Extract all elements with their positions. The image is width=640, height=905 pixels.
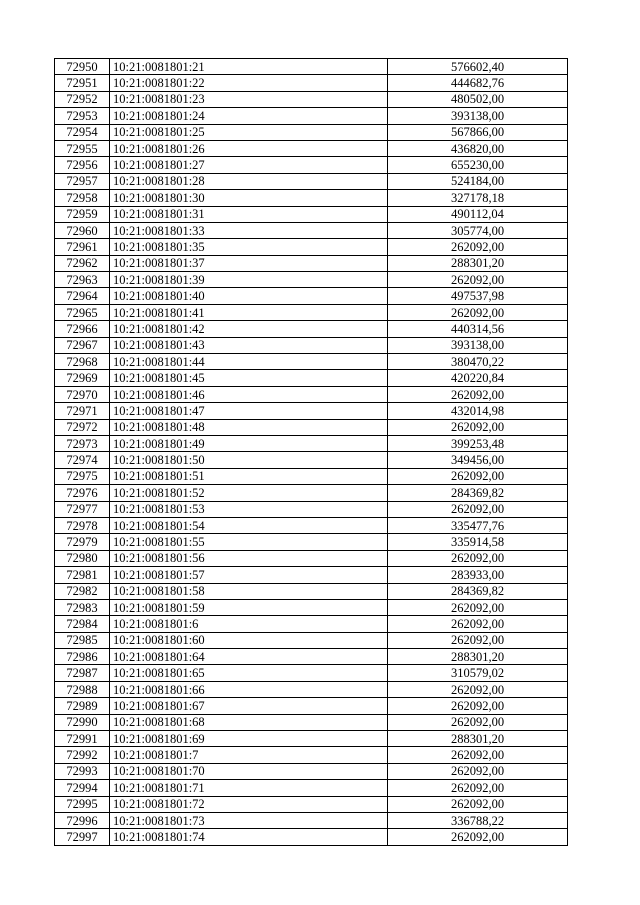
table-row (55, 681, 568, 697)
table-row (55, 616, 568, 632)
table-row (55, 403, 568, 419)
row-number-cell: 72956 (55, 157, 110, 173)
table-row (55, 173, 568, 189)
table-row (55, 108, 568, 124)
row-number-cell: 72955 (55, 140, 110, 156)
cadastral-number-cell: 10:21:0081801:37 (110, 255, 388, 271)
table-row (55, 550, 568, 566)
value-cell: 380470,22 (388, 354, 568, 370)
table-row (55, 452, 568, 468)
table-row (55, 288, 568, 304)
cadastral-number-cell: 10:21:0081801:44 (110, 354, 388, 370)
table-row (55, 419, 568, 435)
value-cell: 444682,76 (388, 75, 568, 91)
cadastral-number-cell: 10:21:0081801:47 (110, 403, 388, 419)
row-number-cell: 72994 (55, 780, 110, 796)
value-cell: 262092,00 (388, 829, 568, 845)
row-number-cell: 72981 (55, 567, 110, 583)
row-number-cell: 72980 (55, 550, 110, 566)
cadastral-number-cell: 10:21:0081801:70 (110, 763, 388, 779)
row-number-cell: 72962 (55, 255, 110, 271)
row-number-cell: 72952 (55, 91, 110, 107)
row-number-cell: 72960 (55, 222, 110, 238)
value-cell: 349456,00 (388, 452, 568, 468)
table-row (55, 583, 568, 599)
table-row (55, 386, 568, 402)
row-number-cell: 72959 (55, 206, 110, 222)
value-cell: 335477,76 (388, 517, 568, 533)
table-row (55, 321, 568, 337)
cadastral-number-cell: 10:21:0081801:68 (110, 714, 388, 730)
value-cell: 262092,00 (388, 763, 568, 779)
value-cell: 490112,04 (388, 206, 568, 222)
row-number-cell: 72969 (55, 370, 110, 386)
row-number-cell: 72996 (55, 812, 110, 828)
value-cell: 524184,00 (388, 173, 568, 189)
value-cell: 284369,82 (388, 583, 568, 599)
value-cell: 440314,56 (388, 321, 568, 337)
table-row (55, 829, 568, 845)
cadastral-number-cell: 10:21:0081801:69 (110, 731, 388, 747)
table-row (55, 59, 568, 75)
table-row (55, 649, 568, 665)
cadastral-number-cell: 10:21:0081801:26 (110, 140, 388, 156)
value-cell: 262092,00 (388, 599, 568, 615)
value-cell: 262092,00 (388, 780, 568, 796)
value-cell: 480502,00 (388, 91, 568, 107)
cadastral-number-cell: 10:21:0081801:72 (110, 796, 388, 812)
value-cell: 576602,40 (388, 59, 568, 75)
cadastral-number-cell: 10:21:0081801:53 (110, 501, 388, 517)
row-number-cell: 72986 (55, 649, 110, 665)
cadastral-number-cell: 10:21:0081801:30 (110, 190, 388, 206)
table-row (55, 698, 568, 714)
row-number-cell: 72982 (55, 583, 110, 599)
cadastral-number-cell: 10:21:0081801:43 (110, 337, 388, 353)
table-row (55, 140, 568, 156)
cadastral-number-cell: 10:21:0081801:71 (110, 780, 388, 796)
value-cell: 327178,18 (388, 190, 568, 206)
value-cell: 436820,00 (388, 140, 568, 156)
table-row (55, 534, 568, 550)
value-cell: 262092,00 (388, 386, 568, 402)
cadastral-number-cell: 10:21:0081801:48 (110, 419, 388, 435)
cadastral-number-cell: 10:21:0081801:35 (110, 239, 388, 255)
value-cell: 393138,00 (388, 337, 568, 353)
value-cell: 262092,00 (388, 616, 568, 632)
cadastral-number-cell: 10:21:0081801:46 (110, 386, 388, 402)
value-cell: 262092,00 (388, 747, 568, 763)
cadastral-number-cell: 10:21:0081801:50 (110, 452, 388, 468)
value-cell: 288301,20 (388, 255, 568, 271)
value-cell: 420220,84 (388, 370, 568, 386)
row-number-cell: 72967 (55, 337, 110, 353)
cadastral-number-cell: 10:21:0081801:59 (110, 599, 388, 615)
row-number-cell: 72972 (55, 419, 110, 435)
value-cell: 262092,00 (388, 419, 568, 435)
cadastral-number-cell: 10:21:0081801:55 (110, 534, 388, 550)
table-row (55, 91, 568, 107)
value-cell: 336788,22 (388, 812, 568, 828)
row-number-cell: 72966 (55, 321, 110, 337)
table-row (55, 599, 568, 615)
value-cell: 305774,00 (388, 222, 568, 238)
cadastral-number-cell: 10:21:0081801:33 (110, 222, 388, 238)
cadastral-number-cell: 10:21:0081801:25 (110, 124, 388, 140)
value-cell: 288301,20 (388, 649, 568, 665)
cadastral-number-cell: 10:21:0081801:73 (110, 812, 388, 828)
row-number-cell: 72983 (55, 599, 110, 615)
row-number-cell: 72968 (55, 354, 110, 370)
cadastral-value-table (54, 58, 568, 846)
table-row (55, 780, 568, 796)
cadastral-number-cell: 10:21:0081801:27 (110, 157, 388, 173)
cadastral-number-cell: 10:21:0081801:58 (110, 583, 388, 599)
row-number-cell: 72979 (55, 534, 110, 550)
value-cell: 262092,00 (388, 304, 568, 320)
cadastral-number-cell: 10:21:0081801:67 (110, 698, 388, 714)
value-cell: 497537,98 (388, 288, 568, 304)
cadastral-number-cell: 10:21:0081801:51 (110, 468, 388, 484)
table-row (55, 239, 568, 255)
value-cell: 262092,00 (388, 272, 568, 288)
row-number-cell: 72971 (55, 403, 110, 419)
table-row (55, 157, 568, 173)
table-row (55, 304, 568, 320)
row-number-cell: 72976 (55, 485, 110, 501)
table-row (55, 468, 568, 484)
row-number-cell: 72970 (55, 386, 110, 402)
cadastral-number-cell: 10:21:0081801:54 (110, 517, 388, 533)
row-number-cell: 72963 (55, 272, 110, 288)
row-number-cell: 72995 (55, 796, 110, 812)
cadastral-number-cell: 10:21:0081801:7 (110, 747, 388, 763)
row-number-cell: 72978 (55, 517, 110, 533)
cadastral-number-cell: 10:21:0081801:42 (110, 321, 388, 337)
row-number-cell: 72951 (55, 75, 110, 91)
value-cell: 262092,00 (388, 698, 568, 714)
cadastral-number-cell: 10:21:0081801:21 (110, 59, 388, 75)
cadastral-number-cell: 10:21:0081801:65 (110, 665, 388, 681)
row-number-cell: 72964 (55, 288, 110, 304)
table-row (55, 222, 568, 238)
value-cell: 262092,00 (388, 632, 568, 648)
cadastral-number-cell: 10:21:0081801:56 (110, 550, 388, 566)
value-cell: 262092,00 (388, 681, 568, 697)
cadastral-number-cell: 10:21:0081801:28 (110, 173, 388, 189)
table-row (55, 632, 568, 648)
cadastral-number-cell: 10:21:0081801:52 (110, 485, 388, 501)
value-cell: 288301,20 (388, 731, 568, 747)
cadastral-number-cell: 10:21:0081801:22 (110, 75, 388, 91)
table-row (55, 75, 568, 91)
row-number-cell: 72958 (55, 190, 110, 206)
row-number-cell: 72950 (55, 59, 110, 75)
cadastral-number-cell: 10:21:0081801:41 (110, 304, 388, 320)
row-number-cell: 72953 (55, 108, 110, 124)
value-cell: 262092,00 (388, 714, 568, 730)
value-cell: 310579,02 (388, 665, 568, 681)
row-number-cell: 72991 (55, 731, 110, 747)
table-row (55, 501, 568, 517)
cadastral-number-cell: 10:21:0081801:45 (110, 370, 388, 386)
row-number-cell: 72993 (55, 763, 110, 779)
table-row (55, 763, 568, 779)
value-cell: 283933,00 (388, 567, 568, 583)
cadastral-number-cell: 10:21:0081801:66 (110, 681, 388, 697)
row-number-cell: 72987 (55, 665, 110, 681)
value-cell: 567866,00 (388, 124, 568, 140)
value-cell: 284369,82 (388, 485, 568, 501)
value-cell: 262092,00 (388, 468, 568, 484)
row-number-cell: 72957 (55, 173, 110, 189)
row-number-cell: 72985 (55, 632, 110, 648)
table-row (55, 567, 568, 583)
cadastral-number-cell: 10:21:0081801:6 (110, 616, 388, 632)
table-row (55, 272, 568, 288)
value-cell: 262092,00 (388, 550, 568, 566)
table-row (55, 796, 568, 812)
row-number-cell: 72961 (55, 239, 110, 255)
table-row (55, 190, 568, 206)
row-number-cell: 72974 (55, 452, 110, 468)
table-row (55, 517, 568, 533)
value-cell: 262092,00 (388, 501, 568, 517)
row-number-cell: 72977 (55, 501, 110, 517)
table-row (55, 812, 568, 828)
table-row (55, 124, 568, 140)
row-number-cell: 72992 (55, 747, 110, 763)
row-number-cell: 72954 (55, 124, 110, 140)
value-cell: 335914,58 (388, 534, 568, 550)
row-number-cell: 72975 (55, 468, 110, 484)
value-cell: 432014,98 (388, 403, 568, 419)
cadastral-number-cell: 10:21:0081801:24 (110, 108, 388, 124)
table-row (55, 731, 568, 747)
value-cell: 655230,00 (388, 157, 568, 173)
cadastral-number-cell: 10:21:0081801:57 (110, 567, 388, 583)
value-cell: 393138,00 (388, 108, 568, 124)
table-row (55, 206, 568, 222)
cadastral-number-cell: 10:21:0081801:49 (110, 435, 388, 451)
row-number-cell: 72984 (55, 616, 110, 632)
value-cell: 262092,00 (388, 796, 568, 812)
row-number-cell: 72973 (55, 435, 110, 451)
table-row (55, 714, 568, 730)
row-number-cell: 72988 (55, 681, 110, 697)
value-cell: 399253,48 (388, 435, 568, 451)
cadastral-number-cell: 10:21:0081801:74 (110, 829, 388, 845)
table-row (55, 665, 568, 681)
table-body (55, 59, 568, 846)
row-number-cell: 72997 (55, 829, 110, 845)
cadastral-number-cell: 10:21:0081801:39 (110, 272, 388, 288)
row-number-cell: 72990 (55, 714, 110, 730)
table-row (55, 485, 568, 501)
table-row (55, 435, 568, 451)
cadastral-number-cell: 10:21:0081801:64 (110, 649, 388, 665)
cadastral-number-cell: 10:21:0081801:60 (110, 632, 388, 648)
table-row (55, 747, 568, 763)
value-cell: 262092,00 (388, 239, 568, 255)
table-row (55, 337, 568, 353)
table-row (55, 370, 568, 386)
cadastral-number-cell: 10:21:0081801:31 (110, 206, 388, 222)
table-row (55, 255, 568, 271)
cadastral-number-cell: 10:21:0081801:40 (110, 288, 388, 304)
table-row (55, 354, 568, 370)
row-number-cell: 72965 (55, 304, 110, 320)
row-number-cell: 72989 (55, 698, 110, 714)
cadastral-number-cell: 10:21:0081801:23 (110, 91, 388, 107)
